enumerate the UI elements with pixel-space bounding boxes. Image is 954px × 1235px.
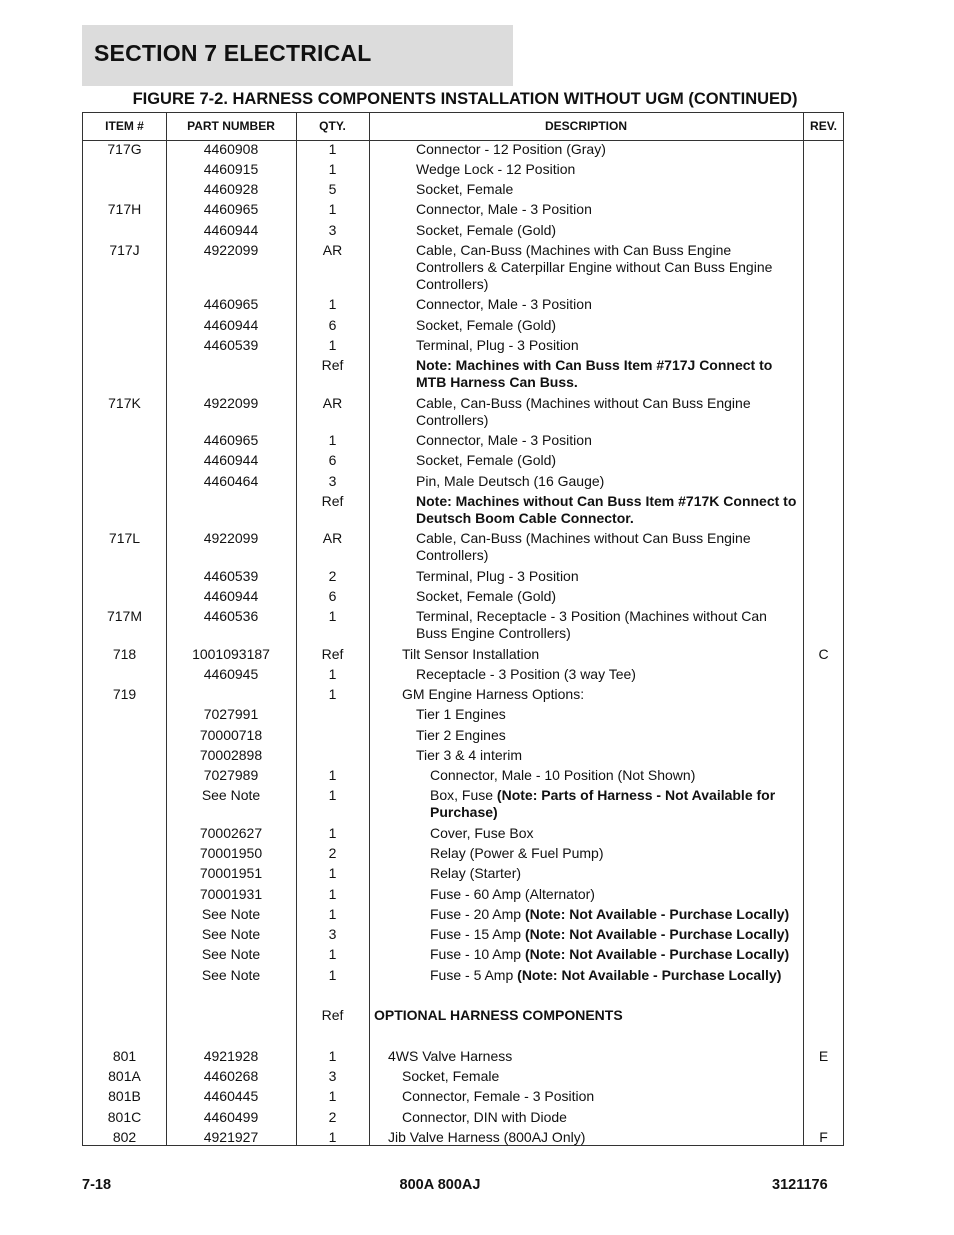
description-text: [369, 452, 803, 469]
quantity: 6: [328, 452, 337, 468]
quantity: 1: [328, 1129, 337, 1145]
quantity: 5: [328, 181, 337, 197]
quantity: 1: [328, 666, 337, 682]
description-text: [369, 317, 803, 334]
part-number: 4460944: [203, 588, 259, 604]
description-plain: Tier 2 Engines: [416, 727, 506, 743]
description-plain: Tilt Sensor Installation: [402, 646, 540, 662]
description: [369, 906, 803, 923]
description-plain: Cable, Can-Buss (Machines without Can Buss Engine Controllers): [416, 395, 751, 428]
description-plain: Relay (Starter): [430, 865, 522, 881]
description: [369, 473, 803, 490]
description-text: [369, 767, 803, 784]
description-plain: Receptacle - 3 Position (3 way Tee): [416, 666, 636, 682]
column-divider: [296, 113, 297, 1145]
quantity: 1: [328, 686, 337, 702]
item-number: 717G: [107, 141, 142, 157]
part-number: 70000718: [199, 727, 263, 743]
description: [369, 588, 803, 605]
quantity: 2: [328, 845, 337, 861]
description-text: [369, 608, 803, 642]
part-number: 4460965: [203, 296, 259, 312]
part-number: 70001950: [199, 845, 263, 861]
quantity: 1: [328, 767, 337, 783]
description: [369, 317, 803, 334]
description: [369, 201, 803, 218]
description-text: [369, 1048, 803, 1065]
description-plain: Box, Fuse: [430, 787, 497, 803]
description-text: [369, 747, 803, 764]
item-number: 801A: [108, 1068, 141, 1084]
part-number: 4921927: [203, 1129, 259, 1145]
description-note: Note: Machines with Can Buss Item #717J Connect to MTB Harness Can Buss.: [416, 357, 773, 390]
quantity: Ref: [321, 646, 344, 662]
description-text: [369, 395, 803, 429]
quantity: 1: [328, 886, 337, 902]
part-number: 70002898: [199, 747, 263, 763]
quantity: 1: [328, 906, 337, 922]
description: [369, 1129, 803, 1146]
description-text: [369, 787, 803, 821]
parts-table: [82, 112, 844, 1146]
footer-doc-number: 3121176: [772, 1177, 828, 1193]
description: [369, 727, 803, 744]
part-number: 4460944: [203, 452, 259, 468]
part-number: 70002627: [199, 825, 263, 841]
quantity: 2: [328, 568, 337, 584]
description-text: [369, 1068, 803, 1085]
part-number: 4460945: [203, 666, 259, 682]
quantity: 3: [328, 926, 337, 942]
part-number: 4460944: [203, 222, 259, 238]
quantity: 1: [328, 608, 337, 624]
description-plain: Connector - 12 Position (Gray): [416, 141, 606, 157]
quantity: AR: [322, 395, 343, 411]
description-text: [369, 568, 803, 585]
description-plain: Connector, Female - 3 Position: [402, 1088, 595, 1104]
description-plain: Socket, Female: [402, 1068, 500, 1084]
description-note: (Note: Not Available - Purchase Locally): [517, 967, 782, 983]
description: [369, 141, 803, 158]
description-plain: Terminal, Plug - 3 Position: [416, 568, 579, 584]
description: [369, 1109, 803, 1126]
description: [369, 845, 803, 862]
description-text: [369, 296, 803, 313]
description: [369, 946, 803, 963]
part-number: See Note: [201, 787, 261, 803]
description-text: [369, 967, 803, 984]
description-text: [369, 946, 803, 963]
description-text: [369, 886, 803, 903]
description-note: OPTIONAL HARNESS COMPONENTS: [374, 1007, 623, 1023]
figure-title: FIGURE 7-2. HARNESS COMPONENTS INSTALLATION WITHOUT UGM (CONTINUED): [132, 90, 798, 108]
description: [369, 767, 803, 784]
item-number: 717L: [108, 530, 141, 546]
footer-model: 800A 800AJ: [399, 1177, 481, 1193]
description-plain: Relay (Power & Fuel Pump): [430, 845, 604, 861]
description-text: [369, 727, 803, 744]
description: [369, 787, 803, 821]
description-note: Note: Machines without Can Buss Item #717K Connect to Deutsch Boom Cable Connector.: [416, 493, 797, 526]
description-text: [369, 845, 803, 862]
description: [369, 886, 803, 903]
quantity: 6: [328, 588, 337, 604]
description-text: [369, 1088, 803, 1105]
part-number: 4460915: [203, 161, 259, 177]
description-text: [369, 337, 803, 354]
description: [369, 493, 803, 527]
column-divider: [803, 113, 804, 1145]
description-note: (Note: Parts of Harness - Not Available for Purchase): [430, 787, 776, 820]
part-number: 1001093187: [192, 646, 270, 662]
description-plain: Fuse - 5 Amp: [430, 967, 518, 983]
quantity: 1: [328, 296, 337, 312]
quantity: AR: [322, 242, 343, 258]
revision: F: [819, 1129, 828, 1145]
description-plain: Socket, Female (Gold): [416, 317, 557, 333]
description-plain: Cable, Can-Buss (Machines without Can Buss Engine Controllers): [416, 530, 751, 563]
description: [369, 1048, 803, 1065]
description-note: (Note: Not Available - Purchase Locally): [524, 946, 790, 962]
quantity: 1: [328, 141, 337, 157]
description-note: (Note: Not Available - Purchase Locally): [524, 926, 790, 942]
quantity: 3: [328, 473, 337, 489]
description: [369, 608, 803, 642]
revision: E: [818, 1048, 829, 1064]
part-number: 4460464: [203, 473, 259, 489]
header-description: DESCRIPTION: [544, 119, 627, 133]
description-text: [369, 825, 803, 842]
description: [369, 161, 803, 178]
description-plain: Fuse - 20 Amp: [430, 906, 525, 922]
part-number: 4921928: [203, 1048, 259, 1064]
description-plain: Socket, Female (Gold): [416, 222, 557, 238]
description: [369, 1007, 803, 1024]
description-text: [369, 1007, 803, 1024]
description-text: [369, 588, 803, 605]
description: [369, 646, 803, 663]
description-plain: Terminal, Receptacle - 3 Position (Machines without Can Buss Engine Controllers): [416, 608, 767, 641]
description-plain: Terminal, Plug - 3 Position: [416, 337, 579, 353]
description-text: [369, 906, 803, 923]
section-title: SECTION 7 ELECTRICAL: [94, 40, 372, 66]
part-number: 4922099: [203, 242, 259, 258]
description-text: [369, 242, 803, 293]
description-plain: Fuse - 60 Amp (Alternator): [430, 886, 595, 902]
item-number: 802: [112, 1129, 137, 1145]
description: [369, 452, 803, 469]
quantity: 3: [328, 1068, 337, 1084]
description-plain: Connector, Male - 3 Position: [416, 296, 592, 312]
description: [369, 926, 803, 943]
description-text: [369, 530, 803, 564]
quantity: 3: [328, 222, 337, 238]
description-text: [369, 161, 803, 178]
part-number: See Note: [201, 926, 261, 942]
description-plain: Connector, Male - 3 Position: [416, 432, 592, 448]
quantity: 1: [328, 337, 337, 353]
description-text: [369, 686, 803, 703]
part-number: See Note: [201, 906, 261, 922]
description: [369, 222, 803, 239]
description-text: [369, 473, 803, 490]
part-number: 4460908: [203, 141, 259, 157]
description-text: [369, 201, 803, 218]
description-plain: Connector, Male - 3 Position: [416, 201, 592, 217]
description-text: [369, 432, 803, 449]
part-number: 70001931: [199, 886, 263, 902]
header-qty: QTY.: [319, 119, 346, 133]
quantity: 1: [328, 787, 337, 803]
part-number: 7027991: [203, 706, 259, 722]
description: [369, 1068, 803, 1085]
part-number: See Note: [201, 967, 261, 983]
quantity: 1: [328, 865, 337, 881]
quantity: AR: [322, 530, 343, 546]
header-part-number: PART NUMBER: [187, 119, 275, 133]
description: [369, 1088, 803, 1105]
description-text: [369, 646, 803, 663]
description: [369, 530, 803, 564]
description: [369, 337, 803, 354]
part-number: 4922099: [203, 395, 259, 411]
description: [369, 967, 803, 984]
part-number: 4460268: [203, 1068, 259, 1084]
item-number: 717K: [108, 395, 141, 411]
quantity: 1: [328, 432, 337, 448]
description-plain: Connector, Male - 10 Position (Not Shown): [430, 767, 696, 783]
quantity: 1: [328, 201, 337, 217]
description-text: [369, 222, 803, 239]
part-number: 70001951: [199, 865, 263, 881]
part-number: 4460536: [203, 608, 259, 624]
revision: C: [818, 646, 829, 662]
description-text: [369, 493, 803, 527]
part-number: See Note: [201, 946, 261, 962]
description-text: [369, 1109, 803, 1126]
description-text: [369, 1129, 803, 1146]
item-number: 717J: [109, 242, 140, 258]
description: [369, 865, 803, 882]
description-plain: Socket, Female: [416, 181, 514, 197]
description-plain: Fuse - 10 Amp: [430, 946, 525, 962]
table-header-row: [83, 113, 843, 141]
part-number: 4460539: [203, 568, 259, 584]
description-plain: Cover, Fuse Box: [430, 825, 534, 841]
part-number: 4460965: [203, 432, 259, 448]
description: [369, 686, 803, 703]
description: [369, 432, 803, 449]
item-number: 801: [112, 1048, 137, 1064]
quantity: Ref: [321, 357, 344, 373]
quantity: 1: [328, 946, 337, 962]
part-number: 7027989: [203, 767, 259, 783]
description: [369, 181, 803, 198]
description: [369, 296, 803, 313]
column-divider: [166, 113, 167, 1145]
quantity: 2: [328, 1109, 337, 1125]
description-note: (Note: Not Available - Purchase Locally): [524, 906, 790, 922]
description-plain: Cable, Can-Buss (Machines with Can Buss Engine Controllers & Caterpillar Engine without Can Buss Engine Controllers): [416, 242, 773, 292]
description-plain: GM Engine Harness Options:: [402, 686, 585, 702]
part-number: 4460539: [203, 337, 259, 353]
description-plain: 4WS Valve Harness: [388, 1048, 513, 1064]
description-text: [369, 865, 803, 882]
description-text: [369, 357, 803, 391]
part-number: 4460445: [203, 1088, 259, 1104]
description-plain: Tier 3 & 4 interim: [416, 747, 523, 763]
description-text: [369, 666, 803, 683]
description: [369, 825, 803, 842]
description: [369, 568, 803, 585]
quantity: Ref: [321, 493, 344, 509]
description-text: [369, 926, 803, 943]
part-number: 4460965: [203, 201, 259, 217]
item-number: 717M: [106, 608, 143, 624]
quantity: 1: [328, 161, 337, 177]
item-number: 801B: [108, 1088, 141, 1104]
item-number: 718: [112, 646, 137, 662]
description: [369, 666, 803, 683]
description-text: [369, 181, 803, 198]
part-number: 4460928: [203, 181, 259, 197]
description: [369, 357, 803, 391]
item-number: 717H: [107, 201, 142, 217]
quantity: 1: [328, 967, 337, 983]
description-plain: Socket, Female (Gold): [416, 452, 557, 468]
description-plain: Jib Valve Harness (800AJ Only): [388, 1129, 586, 1145]
part-number: 4922099: [203, 530, 259, 546]
item-number: 801C: [107, 1109, 142, 1125]
description: [369, 395, 803, 429]
description-plain: Fuse - 15 Amp: [430, 926, 525, 942]
quantity: 1: [328, 1088, 337, 1104]
header-rev: REV.: [810, 119, 837, 133]
description-plain: Wedge Lock - 12 Position: [416, 161, 576, 177]
part-number: 4460944: [203, 317, 259, 333]
description-text: [369, 141, 803, 158]
header-item: ITEM #: [105, 119, 144, 133]
part-number: 4460499: [203, 1109, 259, 1125]
quantity: 1: [328, 1048, 337, 1064]
description-plain: Tier 1 Engines: [416, 706, 506, 722]
description: [369, 747, 803, 764]
quantity: 6: [328, 317, 337, 333]
footer-page-number: 7-18: [82, 1177, 112, 1193]
quantity: Ref: [321, 1007, 344, 1023]
description-plain: Socket, Female (Gold): [416, 588, 557, 604]
description: [369, 706, 803, 723]
description-plain: Connector, DIN with Diode: [402, 1109, 567, 1125]
description-plain: Pin, Male Deutsch (16 Gauge): [416, 473, 605, 489]
description: [369, 242, 803, 293]
description-text: [369, 706, 803, 723]
item-number: 719: [112, 686, 137, 702]
quantity: 1: [328, 825, 337, 841]
